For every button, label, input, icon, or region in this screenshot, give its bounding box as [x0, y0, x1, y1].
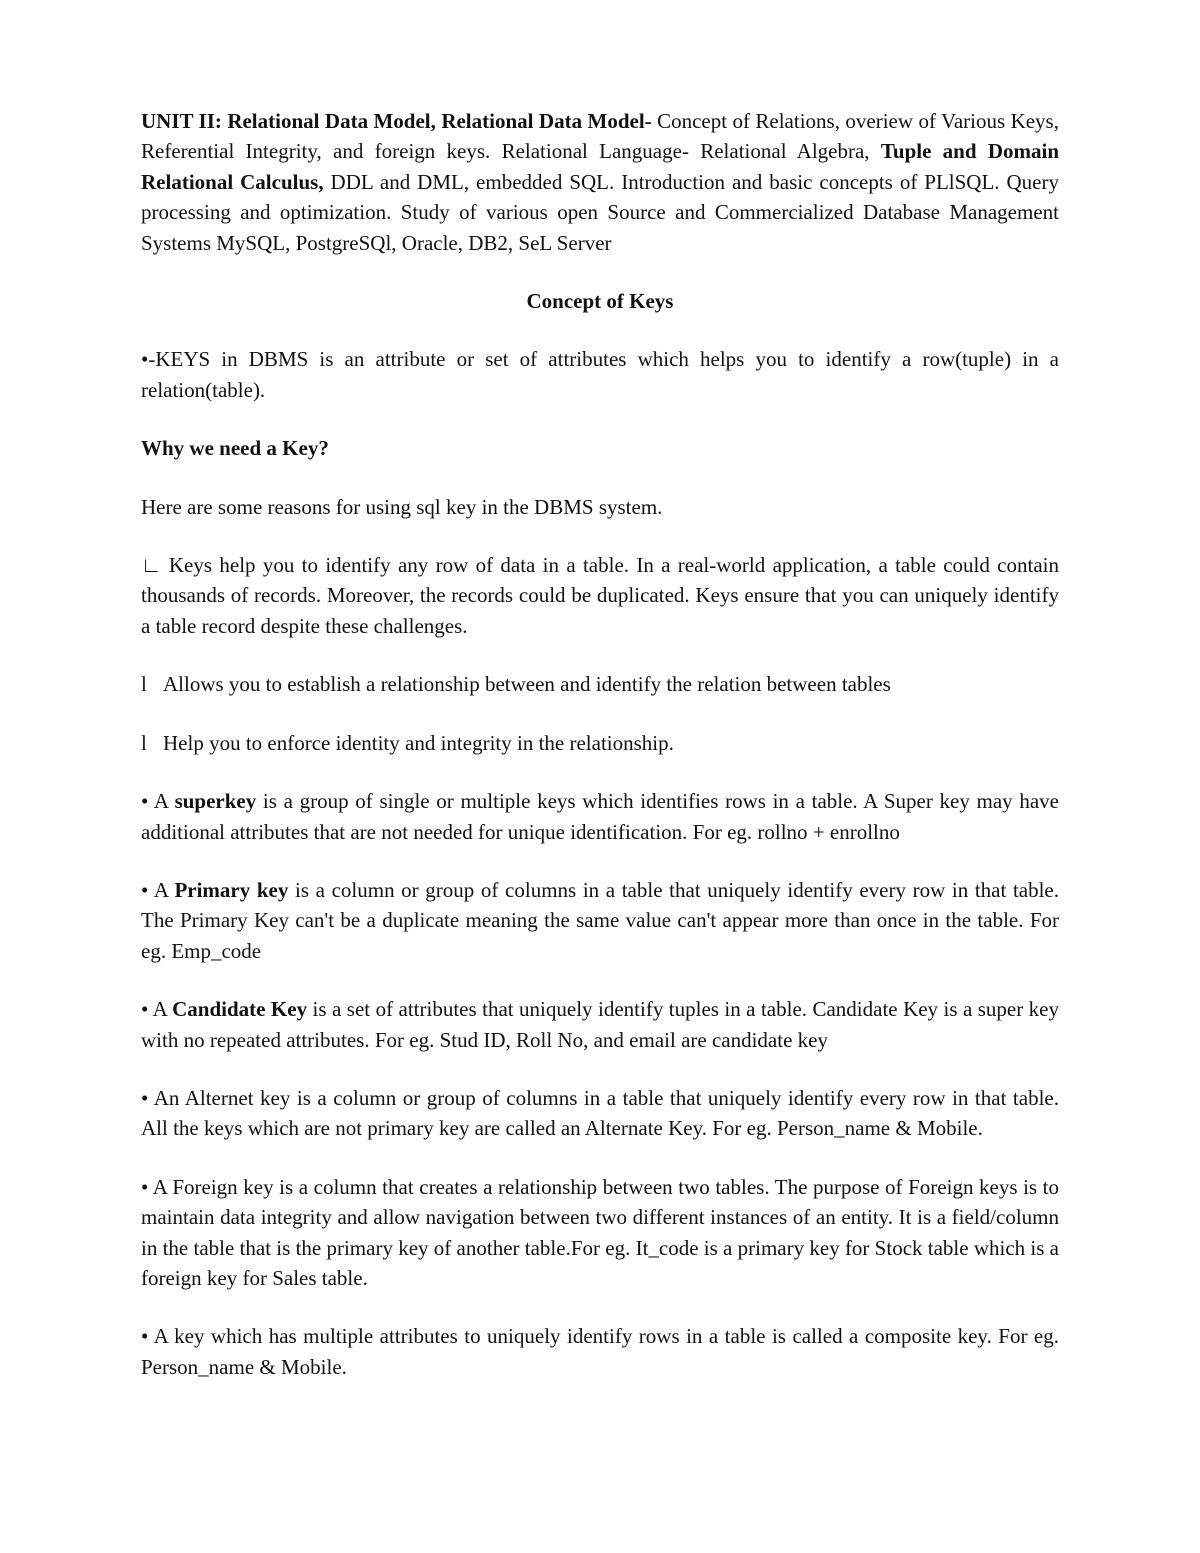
- primary-key-text: is a column or group of columns in a table that uniquely identify every row in that table. The Primary Key can't be a duplicate meaning the same value can't appear more than once in the table. For eg. Emp_code: [141, 877, 1059, 963]
- composite-key-paragraph: • A key which has multiple attributes to uniquely identify rows in a table is called a composite key. For eg. Person_name & Mobile.: [141, 1324, 1059, 1379]
- reason-item: [141, 669, 1059, 699]
- unit-label: UNIT II: Relational Data Model, Relational Data Model-: [141, 109, 652, 133]
- unit-intro-text-2: DDL and DML, embedded SQL. Introduction and basic concepts of PLlSQL. Query processing and optimization. Study of various open Source and Commercialized Database Management Systems MySQL, PostgreSQl, Oracle, DB2, SeL Server: [141, 169, 1059, 255]
- superkey-term: superkey: [174, 789, 257, 814]
- keys-definition: •-KEYS in DBMS is an attribute or set of attributes which helps you to identify a row(tuple) in a relation(table).: [141, 347, 1059, 402]
- reason-marker: ∟: [141, 553, 162, 578]
- primary-key-term: Primary key: [174, 877, 289, 902]
- unit-intro-paragraph: [141, 106, 1059, 258]
- reason-marker: l: [141, 672, 147, 697]
- foreign-key-paragraph: • A Foreign key is a column that creates a relationship between two tables. The purpose of Foreign keys is to maintain data integrity and allow navigation between two different instances of an entity. It is a field/column in the table that is the primary key of another table.For eg. It_code is a primary key for Stock table which is a foreign key for Sales table.: [141, 1174, 1059, 1290]
- reason-item: [141, 550, 1059, 641]
- primary-key-paragraph: [141, 875, 1059, 966]
- candidate-key-term: Candidate Key: [172, 997, 308, 1022]
- superkey-text: is a group of single or multiple keys which identifies rows in a table. A Super key may have additional attributes that are not needed for unique identification. For eg. rollno + enrollno: [141, 789, 1059, 844]
- candidate-key-text: is a set of attributes that uniquely identify tuples in a table. Candidate Key is a super key with no repeated attributes. For eg. Stud ID, Roll No, and email are candidate key: [141, 997, 1060, 1052]
- alternate-key-paragraph: • An Alternet key is a column or group of columns in a table that uniquely identify every row in that table. All the keys which are not primary key are called an Alternate Key. For eg. Person_name & Mobile.: [141, 1085, 1059, 1141]
- bullet-prefix: • A: [141, 997, 173, 1022]
- reason-marker: l: [141, 730, 147, 755]
- reason-item: [141, 728, 1059, 758]
- tuple-calculus-label: Tuple and Domain Relational Calculus,: [141, 139, 1059, 194]
- bullet-prefix: • A: [141, 877, 175, 902]
- reason-text: Keys help you to identify any row of data in a table. In a real-world application, a table could contain thousands of records. Moreover, the records could be duplicated. Keys ensure that you can uniquely identify a table record despite these challenges.: [141, 553, 1059, 638]
- reasons-intro: Here are some reasons for using sql key in the DBMS system.: [141, 494, 663, 519]
- reason-text: Allows you to establish a relationship between and identify the relation between tables: [163, 672, 891, 697]
- reason-text: Help you to enforce identity and integrity in the relationship.: [163, 730, 674, 755]
- document-page: [141, 106, 1059, 1410]
- unit-intro-text-1: Concept of Relations, overiew of Various Keys, Referential Integrity, and foreign keys. Relational Language- Relational Algebra,: [141, 109, 1059, 164]
- superkey-paragraph: [141, 786, 1059, 847]
- section-heading: Concept of Keys: [526, 289, 674, 314]
- why-key-heading: Why we need a Key?: [141, 436, 329, 461]
- bullet-prefix: • A: [141, 789, 175, 814]
- candidate-key-paragraph: [141, 994, 1059, 1055]
